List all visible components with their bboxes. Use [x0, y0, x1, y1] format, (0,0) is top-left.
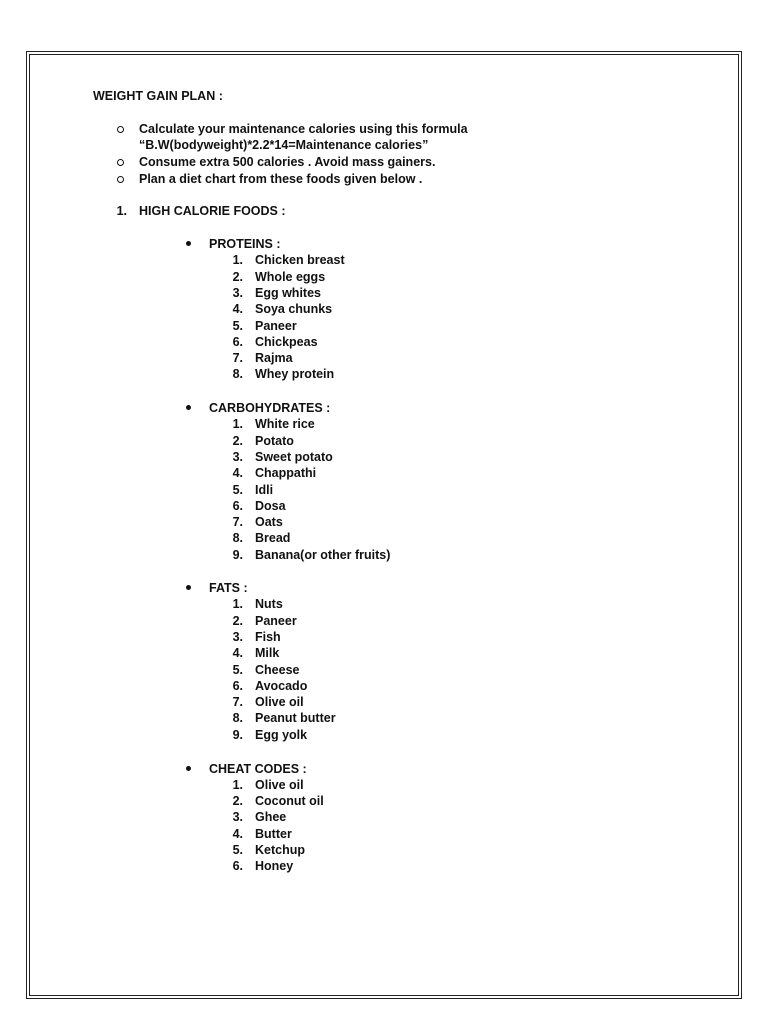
list-item: Idli	[255, 482, 274, 497]
intro-line: Plan a diet chart from these foods given below .	[139, 171, 423, 186]
list-item-number: 1.	[232, 597, 243, 612]
list-item-number: 5.	[232, 482, 243, 497]
list-item: Dosa	[255, 498, 286, 513]
list-item-number: 4.	[232, 302, 243, 317]
list-item: Paneer	[255, 318, 297, 333]
list-item: Cheese	[255, 662, 300, 677]
category-title: CARBOHYDRATES :	[209, 401, 331, 415]
category-title: PROTEINS :	[209, 237, 281, 251]
circle-bullet-icon	[117, 126, 124, 133]
list-item: Avocado	[255, 678, 308, 693]
list-item-number: 6.	[232, 334, 243, 349]
list-item: Whey protein	[255, 367, 335, 382]
list-item: Chicken breast	[255, 253, 345, 268]
circle-bullet-icon	[117, 126, 124, 133]
list-item-number: 2.	[232, 269, 243, 284]
bullet-icon	[186, 766, 191, 771]
list-item-number: 3.	[232, 285, 243, 300]
list-item: Paneer	[255, 613, 297, 628]
list-item-number: 5.	[232, 843, 243, 857]
list-item: Peanut butter	[255, 711, 336, 726]
bullet-icon	[186, 241, 191, 246]
list-item: Banana(or other fruits)	[255, 547, 391, 562]
section-number: 1.	[116, 204, 127, 218]
list-item: Sweet potato	[255, 449, 333, 464]
list-item-number: 6.	[232, 678, 243, 693]
list-item: Potato	[255, 433, 294, 448]
list-item-number: 4.	[232, 646, 243, 661]
list-item: White rice	[255, 417, 315, 432]
bullet-icon	[186, 241, 191, 246]
list-item-number: 9.	[232, 547, 243, 562]
bullet-icon	[186, 405, 191, 410]
list-item-number: 6.	[232, 498, 243, 513]
list-item: Honey	[255, 859, 294, 874]
list-item: Rajma	[255, 351, 293, 366]
list-item-number: 2.	[232, 613, 243, 628]
list-item-number: 5.	[232, 318, 243, 333]
list-item-number: 1.	[232, 777, 243, 792]
list-item-number: 3.	[232, 810, 243, 825]
list-item-number: 6.	[232, 859, 243, 874]
list-item: Chappathi	[255, 466, 317, 481]
list-item: Milk	[255, 646, 280, 661]
page-title: WEIGHT GAIN PLAN :	[93, 89, 223, 103]
bullet-icon	[186, 585, 191, 590]
list-item-number: 8.	[232, 711, 243, 726]
category-title: FATS :	[209, 581, 248, 595]
list-item-number: 8.	[232, 367, 243, 382]
list-item: Chickpeas	[255, 334, 318, 349]
page-border-inner	[29, 54, 739, 996]
list-item: Coconut oil	[255, 794, 324, 809]
circle-bullet-icon	[117, 176, 124, 183]
intro-line: Calculate your maintenance calories using this formula	[139, 122, 468, 136]
bullet-icon	[186, 405, 191, 410]
list-item: Egg whites	[255, 285, 321, 300]
list-item: Olive oil	[255, 777, 304, 792]
list-item: Nuts	[255, 597, 283, 612]
category-title: CHEAT CODES :	[209, 761, 307, 776]
bullet-icon	[186, 585, 191, 590]
list-item: Ketchup	[255, 843, 305, 857]
list-item: Egg yolk	[255, 727, 308, 742]
list-item-number: 3.	[232, 449, 243, 464]
intro-line: “B.W(bodyweight)*2.2*14=Maintenance calories”	[139, 138, 429, 153]
list-item: Fish	[255, 629, 281, 644]
list-item-number: 3.	[232, 629, 243, 644]
circle-bullet-icon	[117, 176, 124, 183]
intro-line: Consume extra 500 calories . Avoid mass gainers.	[139, 155, 436, 169]
list-item-number: 7.	[232, 351, 243, 366]
list-item-number: 5.	[232, 662, 243, 677]
list-item-number: 2.	[232, 794, 243, 809]
section-title: HIGH CALORIE FOODS :	[139, 204, 286, 218]
list-item-number: 1.	[232, 253, 243, 268]
list-item: Ghee	[255, 810, 287, 825]
list-item: Whole eggs	[255, 269, 326, 284]
list-item-number: 1.	[232, 417, 243, 432]
circle-bullet-icon	[117, 159, 124, 166]
list-item-number: 8.	[232, 531, 243, 546]
list-item-number: 7.	[232, 695, 243, 710]
list-item: Oats	[255, 515, 283, 530]
list-item: Bread	[255, 531, 291, 546]
bullet-icon	[186, 766, 191, 771]
list-item: Soya chunks	[255, 302, 333, 317]
list-item-number: 9.	[232, 727, 243, 742]
list-item-number: 2.	[232, 433, 243, 448]
list-item: Olive oil	[255, 695, 304, 710]
list-item-number: 4.	[232, 466, 243, 481]
list-item-number: 7.	[232, 515, 243, 530]
circle-bullet-icon	[117, 159, 124, 166]
list-item: Butter	[255, 826, 292, 841]
list-item-number: 4.	[232, 826, 243, 841]
